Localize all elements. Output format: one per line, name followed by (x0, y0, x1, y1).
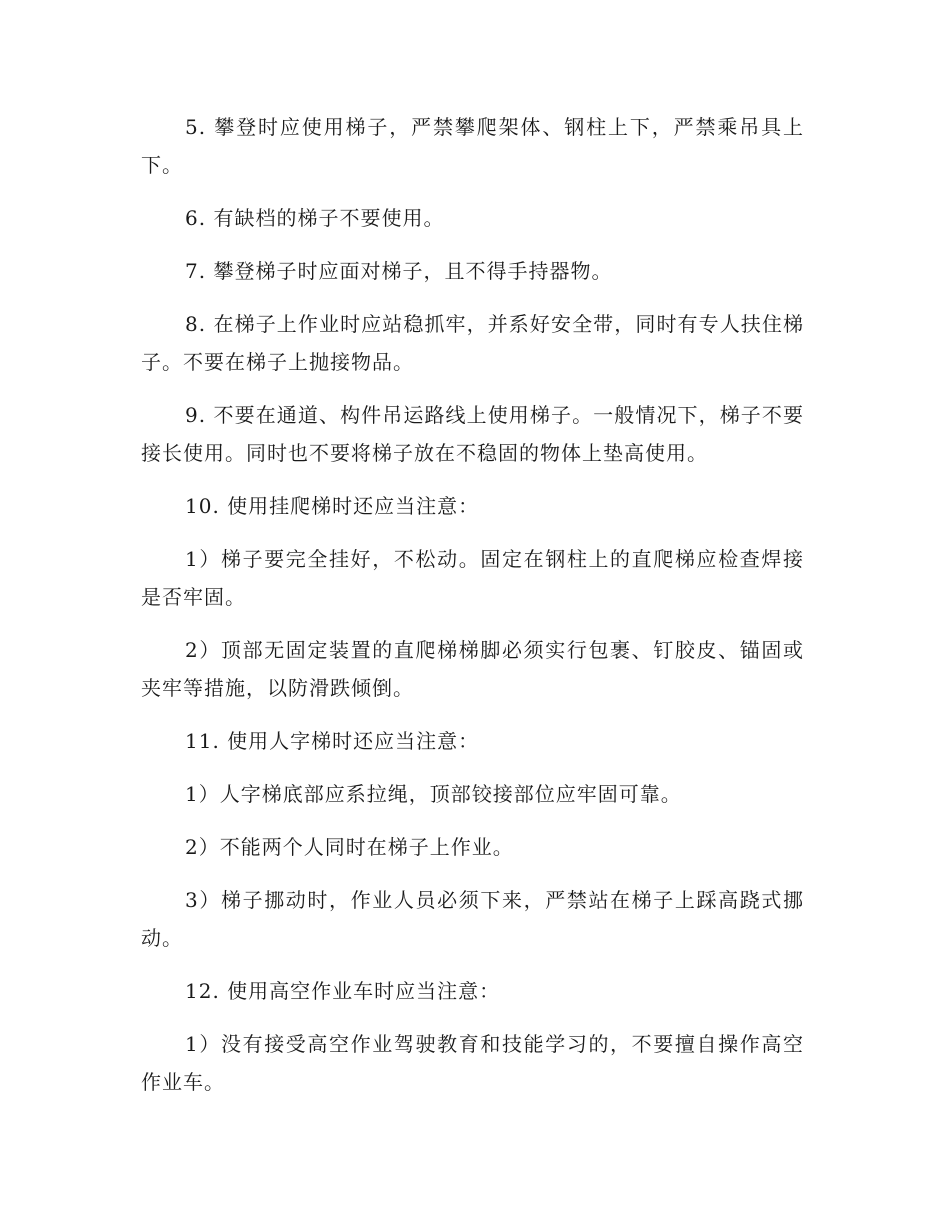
paragraph-subitem-11-3: 3）梯子挪动时，作业人员必须下来，严禁站在梯子上踩高跷式挪动。 (141, 888, 804, 950)
paragraph-subitem-10-2: 2）顶部无固定装置的直爬梯梯脚必须实行包裹、钉胶皮、锚固或夹牢等措施，以防滑跌倾倒。 (141, 638, 804, 700)
paragraph-subitem-10-1: 1）梯子要完全挂好，不松动。固定在钢柱上的直爬梯应检查焊接是否牢固。 (141, 547, 804, 609)
section-heading-10: 10. 使用挂爬梯时还应当注意： (185, 494, 480, 518)
paragraph-item-5: 5. 攀登时应使用梯子，严禁攀爬架体、钢柱上下，严禁乘吊具上下。 (141, 115, 804, 177)
section-heading-12: 12. 使用高空作业车时应当注意： (185, 979, 501, 1003)
paragraph-subitem-11-2: 2）不能两个人同时在梯子上作业。 (185, 835, 514, 859)
paragraph-item-6: 6. 有缺档的梯子不要使用。 (185, 206, 445, 230)
paragraph-subitem-11-1: 1）人字梯底部应系拉绳，顶部铰接部位应牢固可靠。 (185, 782, 682, 806)
document-body (141, 108, 804, 1116)
paragraph-item-8: 8. 在梯子上作业时应站稳抓牢，并系好安全带，同时有专人扶住梯子。不要在梯子上抛接物品。 (141, 312, 804, 374)
paragraph-subitem-12-1: 1）没有接受高空作业驾驶教育和技能学习的，不要擅自操作高空作业车。 (141, 1032, 804, 1094)
paragraph-item-9: 9. 不要在通道、构件吊运路线上使用梯子。一般情况下，梯子不要接长使用。同时也不要将梯子放在不稳固的物体上垫高使用。 (141, 403, 804, 465)
paragraph-item-7: 7. 攀登梯子时应面对梯子，且不得手持器物。 (185, 259, 613, 283)
section-heading-11: 11. 使用人字梯时还应当注意： (185, 729, 480, 753)
